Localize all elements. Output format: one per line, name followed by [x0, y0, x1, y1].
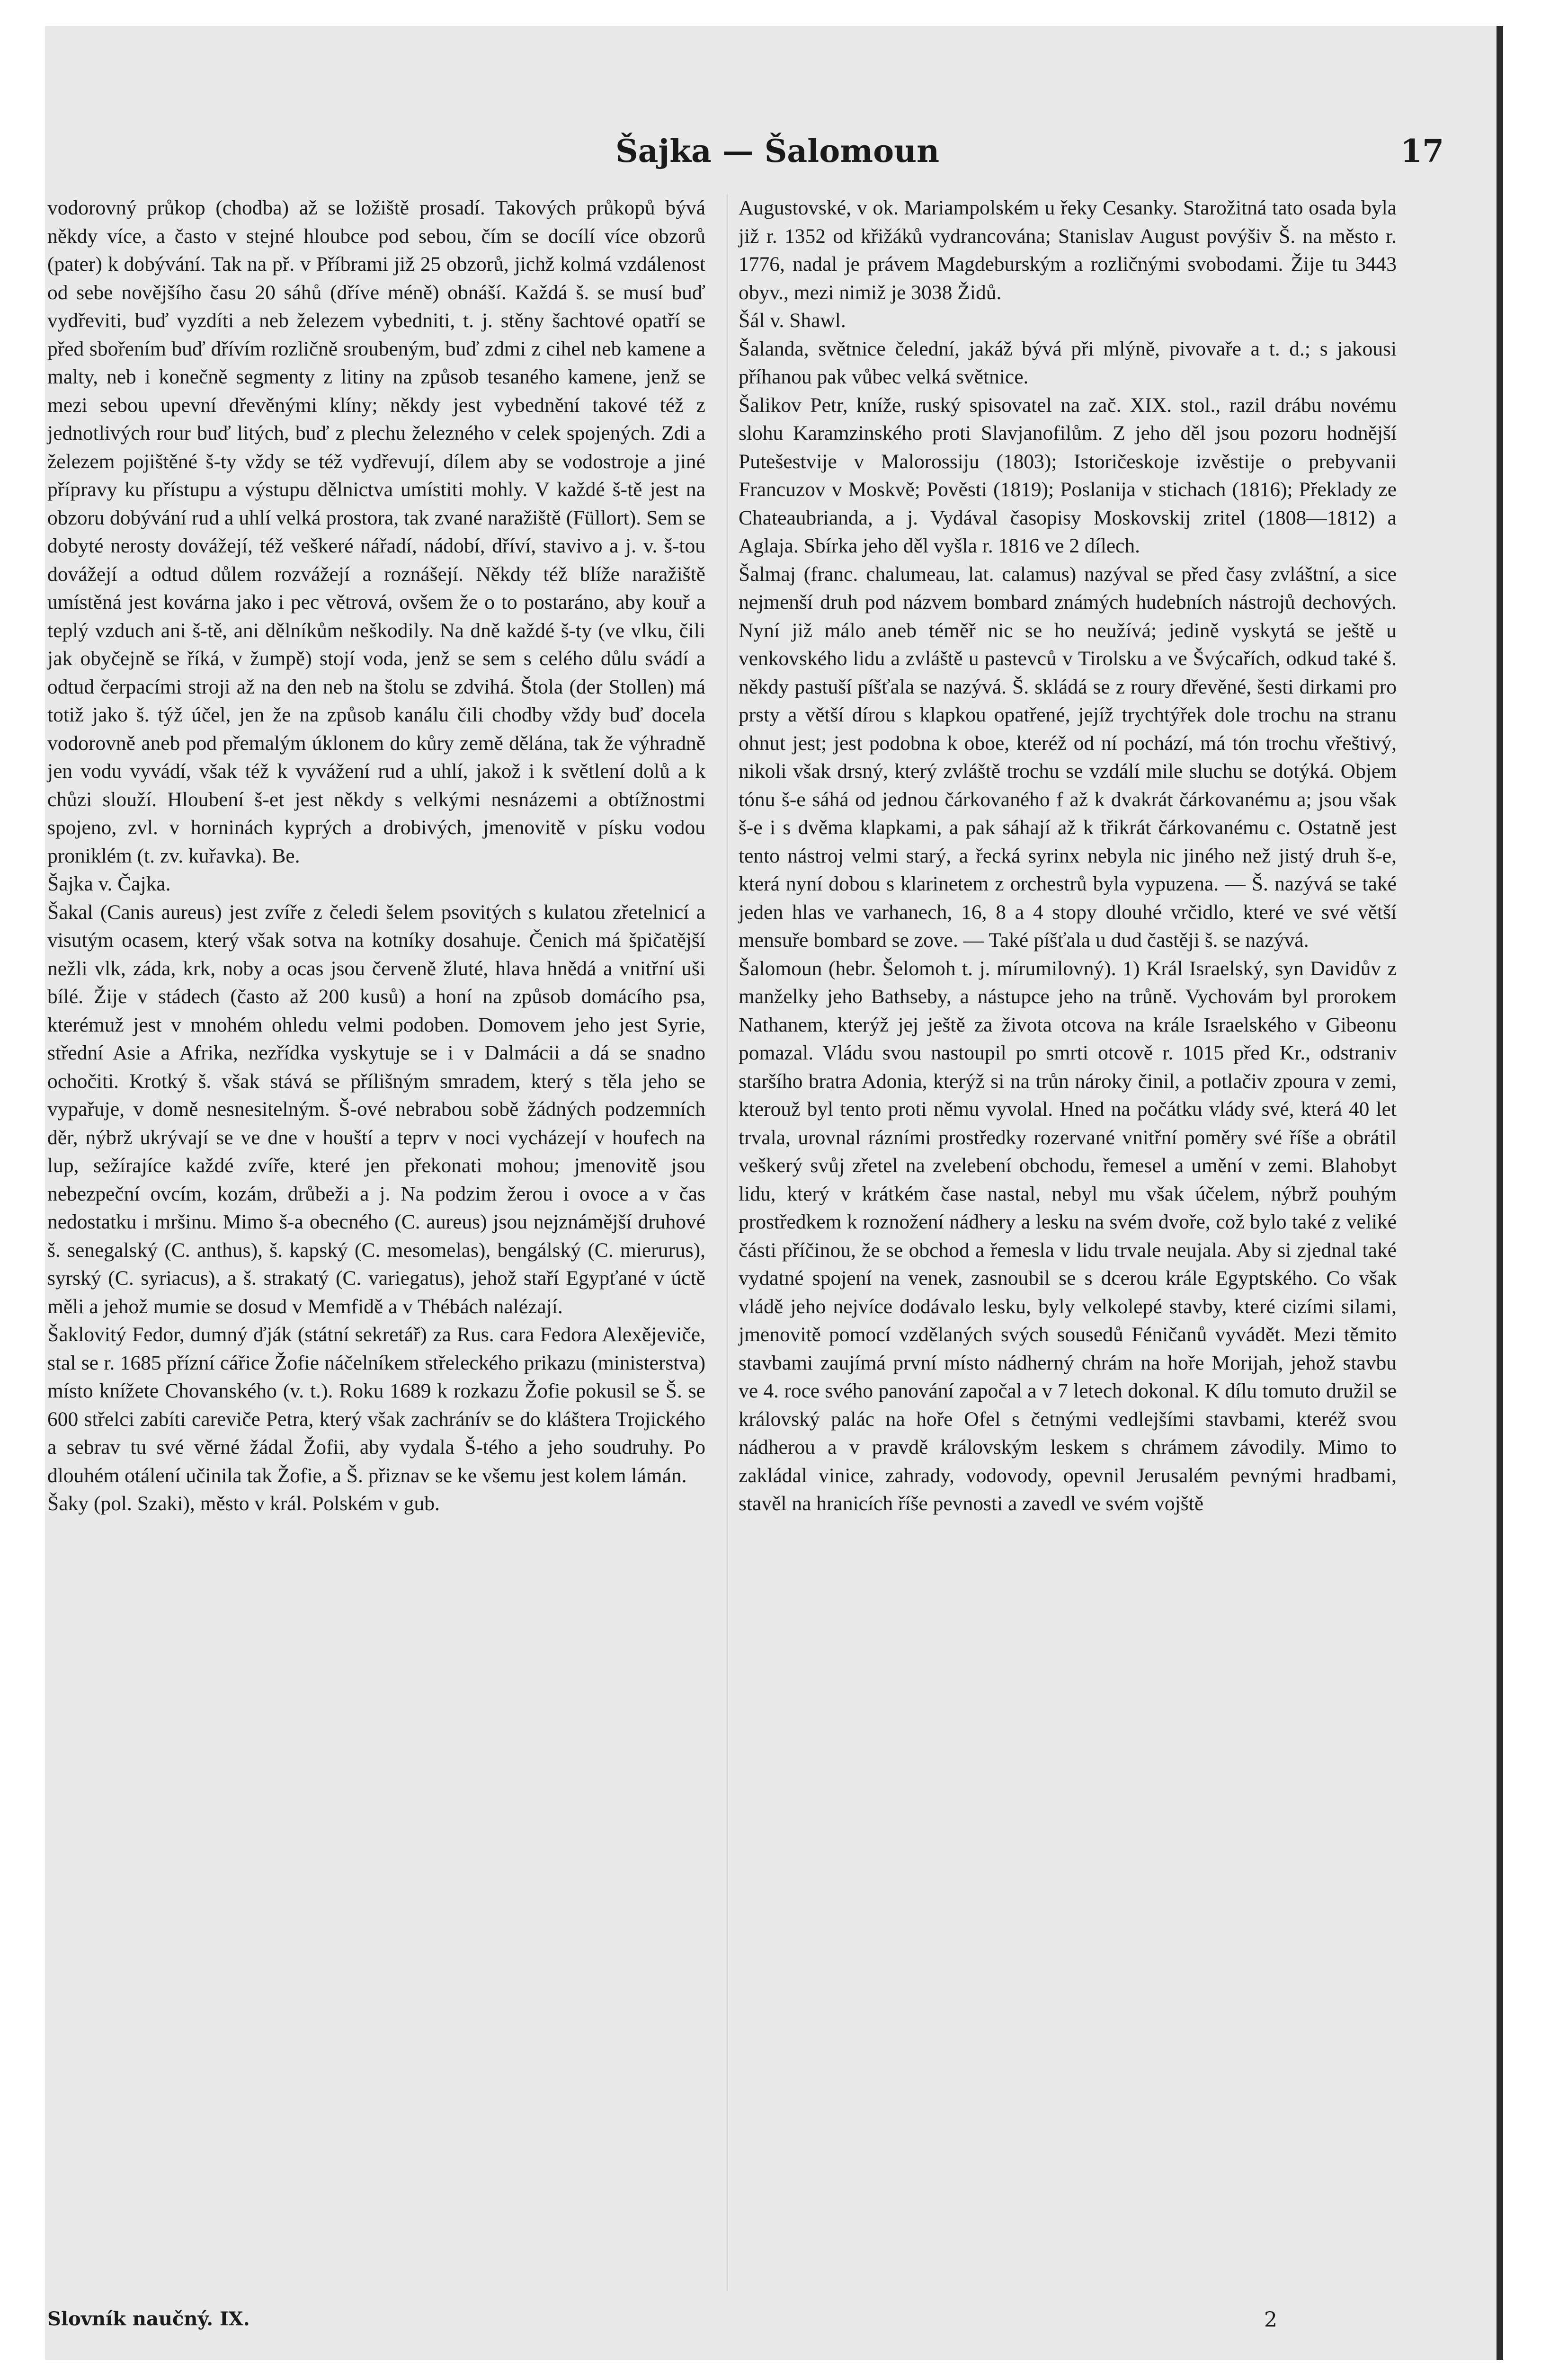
entry-salmaj: Šalmaj (franc. chalumeau, lat. calamus) nazýval se před časy zvláštní, a sice nejmenší druh pod názvem bombard známých hudebních nástrojů dechových. Nyní již málo aneb téměř nic se ho neužívá; jedině vyskytá se ještě u venkovského lidu a zvláště u pastevců v Tirolsku a ve Švýcařích, odkud také š. někdy pastuší píšťala se nazývá. Š. skládá se z roury dřevěné, šesti dirkami pro prsty a větší dírou s klapkou opatřené, jejíž trychtýřek dole trochu na stranu ohnut jest; jest podobna k oboe, kteréž od ní pochází, má tón trochu vřeštivý, nikoli však drsný, který zvláště trochu se vzdálí mile sluchu se dotýká. Objem tónu š-e sáhá od jednou čárkovaného f až k dvakrát čárkovanému a; jsou však š-e i s dvěma klapkami, a pak sáhají až k třikrát čárkovanému c. Ostatně jest tento nástroj velmi starý, a řecká syrinx nebyla nic jiného než jistý druh š-e, která nyní dobou s klarinetem z orchestrů byla vypuzena. — Š. nazývá se také jeden hlas ve varhanech, 16, 8 a 4 stopy dlouhé vrčidlo, které ve své větší mensuře bombard se zove. — Také píšťala u dud častěji š. se nazývá. — [739, 562, 1397, 952]
right-column — [739, 194, 1397, 1518]
entry-sakal: Šakal (Canis aureus) jest zvíře z čeledi šelem psovitých s kulatou zřetelnicí a visutým ocasem, který však sotva na kotníky dosahuje. Čenich má špičatější nežli vlk, záda, krk, noby a ocas jsou červeně žluté, hlava hnědá a vnitřní uši bílé. Žije v stádech (často až 200 kusů) a honí na způsob domácího psa, kterémuž jest v mnohém ohledu velmi podoben. Domovem jeho jest Syrie, střední Asie a Afrika, nezřídka vyskytuje se i v Dalmácii a dá se snadno ochočiti. Krotký š. však stává se přílišným smradem, který s těla jeho se vypařuje, v domě nesnesitelným. Š-ové nebrabou sobě žádných podzemních děr, nýbrž ukrývají se ve dne v houští a teprv v noci vycházejí v houfech na lup, sežírajíce každé zvíře, které jen překonati mohou; jmenovitě jsou nebezpeční ovcím, kozám, drůbeži a j. Na podzim žerou i ovoce a v čas nedostatku i mršinu. Mimo š-a obecného (C. aureus) jsou nejznámější druhové š. senegalský (C. anthus), š. kapský (C. mesomelas), bengálský (C. mierurus), syrský (C. syriacus), a š. strakatý (C. variegatus), jehož staří Egypťané v úctě měli a jehož mumie se dosud v Memfidě a v Thébách nalézají. — [47, 900, 705, 1318]
entry-saky: Šaky (pol. Szaki), město v král. Polském v gub. — [47, 1492, 440, 1515]
column-divider — [727, 194, 728, 2291]
footer-signature: Slovník naučný. IX. — [47, 2308, 250, 2330]
entry-sachta-continued: vodorovný průkop (chodba) až se ložiště prosadí. Takových průkopů bývá někdy více, a často v stejné hloubce pod sebou, čím se docílí více obzorů (pater) k dobývání. Tak na př. v Příbrami již 25 obzorů, jichž kolmá vzdálenost od sebe novějšího času 20 sáhů (dříve méně) obnáší. Každá š. se musí buď vydřeviti, buď vyzdíti a neb železem vybedniti, t. j. stěny šachtové opatří se před sbořením buď dřívím rozličně sroubeným, buď zdmi z cihel neb kamene a malty, neb i konečně segmenty z litiny na způsob tesaného kamene, jenž se mezi sebou upevní dřevěnými klíny; někdy jest vybednění takové též z jednotlivých rour buď litých, buď z plechu železného v celek spojených. Zdi a železem pojištěné š-ty vždy se též vydřevují, dílem aby se vodostroje a jiné přípravy ku přístupu a výstupu dělnictva umístiti mohly. V každé š-tě jest na obzoru dobývání rud a uhlí velká prostora, tak zvané naražiště (Füllort). Sem se dobyté nerosty dovážejí, též veškeré nářadí, nádobí, dříví, stavivo a j. v. š-tou dovážejí a odtud důlem rozvážejí a roznášejí. Někdy též blíže naražiště umístěná jest kovárna jako i pec větrová, ovšem že o to postaráno, aby kouř a teplý vzduch ani š-tě, ani dělníkům neškodily. Na dně každé š-ty (ve vlku, čili jak obyčejně se říká, v žumpě) stojí voda, jenž se sem s celého důlu svádí a odtud čerpacími stroji až na den neb na štolu se zdvihá. Štola (der Stollen) má totiž jako š. týž účel, jen že na způsob kanálu čili chodby vždy buď docela vodorovně aneb pod přemalým úklonem do kůry země dělána, tak že výhradně jen vodu vyvádí, však též k vyvážení rud a uhlí, jakož i k světlení dolů a k chůzi slouží. Hloubení š-et jest někdy s velkými nesnázemi a obtížnostmi spojeno, zvl. v horninách kyprých a drobivých, jmenovitě v písku vodou proniklém (t. zv. kuřavka). Be. — [47, 196, 705, 867]
entry-salikov: Šalikov Petr, kníže, ruský spisovatel na zač. XIX. stol., razil drábu novému slohu Karamzinského proti Slavjanofilům. Z jeho děl jsou pozoru hodnější Putešestvije v Malorossiju (1803); Istoričeskoje izvěstije o prebyvanii Francuzov v Moskvě; Pověsti (1819); Poslanija v stichach (1816); Překlady ze Chateaubrianda, a j. Vydával časopisy Moskovskij zritel (1808—1812) a Aglaja. Sbírka jeho děl vyšla r. 1816 ve 2 dílech. — [739, 393, 1397, 557]
entry-sajka: Šajka v. Čajka. — [47, 872, 171, 895]
entry-saky-continued: Augustovské, v ok. Mariampolském u řeky Cesanky. Starožitná tato osada byla již r. 1352 od křižáků vydrancována; Stanislav August povýšiv Š. na město r. 1776, nadal je právem Magdeburským a rozličnými svobodami. Žije tu 3443 obyv., mezi nimiž je 3038 Židů. — [739, 196, 1397, 304]
page-number: 17 — [1400, 133, 1444, 169]
entry-salomoun: Šalomoun (hebr. Šelomoh t. j. mírumilovný). 1) Král Israelský, syn Davidův z manželky jeho Bathseby, a nástupce jeho na trůně. Vychovám byl prorokem Nathanem, kterýž jej ještě za života otcova na krále Israelského v Gibeonu pomazal. Vládu svou nastoupil po smrti otcově r. 1015 před Kr., odstraniv staršího bratra Adonia, kterýž si na trůn nároky činil, a potlačiv zpoura v zemi, kterouž byl tento proti němu vyvolal. Hned na počátku vlády své, která 40 let trvala, urovnal rázními prostředky rozervané vnitřní poměry své říše a obrátil veškerý svůj zřetel na zvelebení obchodu, řemesel a umění v zemi. Blahobyt lidu, který v krátkém čase nastal, nebyl mu však účelem, nýbrž pouhým prostředkem k roznožení nádhery a lesku na svém dvoře, což bylo také z veliké části příčinou, že se obchod a řemesla v lidu trvale neujala. Aby si zjednal také vydatné spojení na venek, zasnoubil se s dcerou krále Egyptského. Co však vládě jeho nejvíce dodávalo lesku, byly velkolepé stavby, které cizími silami, jmenovitě pomocí vzdělaných svých sousedů Féničanů vyvádět. Mezi těmito stavbami zaujímá první místo nádherný chrám na hoře Morijah, jehož stavbu ve 4. roce svého panování započal a v 7 letech dokonal. K dílu tomuto družil se královský palác na hoře Ofel s četnými vedlejšími stavbami, kteréž svou nádherou a v pravdě královským leskem s chrámem závodily. Mimo to zakládal vinice, zahrady, vodovody, opevnil Jerusalém pevnými hradbami, stavěl na hranicích říše pevnosti a zavedl ve svém vojště — [739, 957, 1397, 1515]
running-title: Šajka — Šalomoun — [615, 133, 940, 169]
left-column — [47, 194, 705, 1518]
entry-saklovity: Šaklovitý Fedor, dumný ďják (státní sekretář) za Rus. cara Fedora Alexějeviče, stal se r. 1685 přízní cářice Žofie náčelníkem střeleckého prikazu (ministerstva) místo knížete Chovanského (v. t.). Roku 1689 k rozkazu Žofie pokusil se Š. se 600 střelci zabíti careviče Petra, který však zachránív se do kláštera Trojického a sebrav tu své věrné žádal Žofii, aby vydala Š-tého a jeho soudruhy. Po dlouhém otálení učinila tak Žofie, a Š. přiznav se ke všemu jest kolem lámán. — [47, 1323, 705, 1487]
footer-sheet-number: 2 — [1264, 2308, 1277, 2332]
entry-sal: Šál v. Shawl. — [739, 309, 846, 332]
entry-salanda: Šalanda, světnice čelední, jakáž bývá při mlýně, pivovaře a t. d.; s jakousi příhanou pak vůbec velká světnice. — [739, 337, 1397, 388]
